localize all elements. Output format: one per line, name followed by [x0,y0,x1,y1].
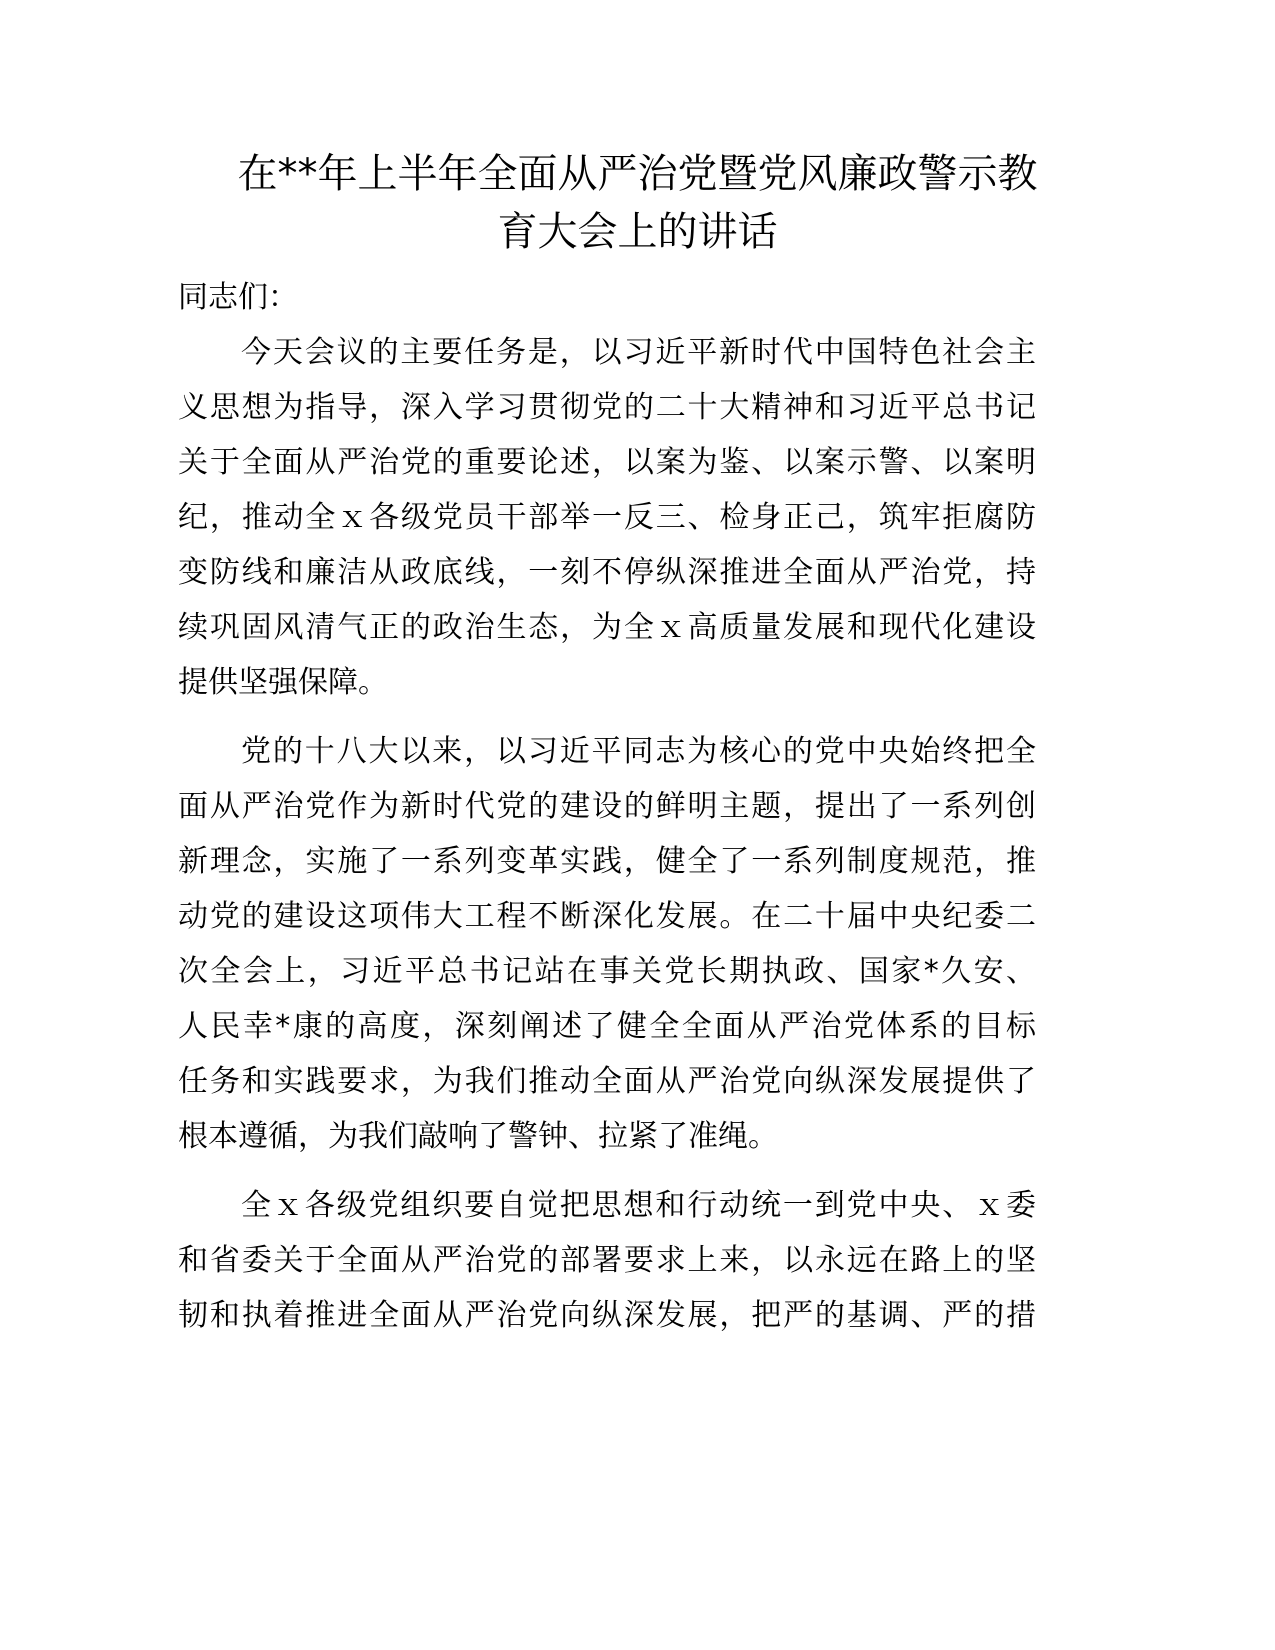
document-body [178,270,1036,1357]
paragraph-line: 根本遵循，为我们敲响了警钟、拉紧了准绳。 [178,1119,778,1154]
document-title [150,145,1125,261]
paragraph-line: 变防线和廉洁从政底线，一刻不停纵深推进全面从严治党，持 [178,555,1036,590]
title-line: 在**年上半年全面从严治党暨党风廉政警示教 [237,151,1038,197]
paragraph-line: 党的十八大以来，以习近平同志为核心的党中央始终把全 [241,734,1036,769]
paragraph-line: 全ｘ各级党组织要自觉把思想和行动统一到党中央、ｘ委 [241,1188,1036,1223]
paragraph-line: 今天会议的主要任务是，以习近平新时代中国特色社会主 [241,335,1036,370]
paragraph-line: 义思想为指导，深入学习贯彻党的二十大精神和习近平总书记 [178,390,1036,425]
paragraph-line: 动党的建设这项伟大工程不断深化发展。在二十届中央纪委二 [178,899,1036,934]
paragraph-line: 次全会上，习近平总书记站在事关党长期执政、国家*久安、 [178,954,1036,989]
paragraph [178,724,1036,1164]
paragraph-line: 人民幸*康的高度，深刻阐述了健全全面从严治党体系的目标 [178,1009,1036,1044]
paragraph-line: 韧和执着推进全面从严治党向纵深发展，把严的基调、严的措 [178,1298,1036,1333]
paragraph-line: 关于全面从严治党的重要论述，以案为鉴、以案示警、以案明 [178,445,1036,480]
paragraph [178,325,1036,710]
paragraph-line: 面从严治党作为新时代党的建设的鲜明主题，提出了一系列创 [178,789,1036,824]
paragraph-line: 纪，推动全ｘ各级党员干部举一反三、检身正己，筑牢拒腐防 [178,500,1036,535]
paragraph-line: 续巩固风清气正的政治生态，为全ｘ高质量发展和现代化建设 [178,610,1036,645]
title-line: 育大会上的讲话 [497,209,778,255]
salutation: 同志们： [178,280,298,315]
paragraph [178,1178,1036,1343]
paragraph-line: 新理念，实施了一系列变革实践，健全了一系列制度规范，推 [178,844,1036,879]
paragraph-line: 提供坚强保障。 [178,665,388,700]
paragraph-line: 任务和实践要求，为我们推动全面从严治党向纵深发展提供了 [178,1064,1036,1099]
paragraph-line: 和省委关于全面从严治党的部署要求上来，以永远在路上的坚 [178,1243,1036,1278]
